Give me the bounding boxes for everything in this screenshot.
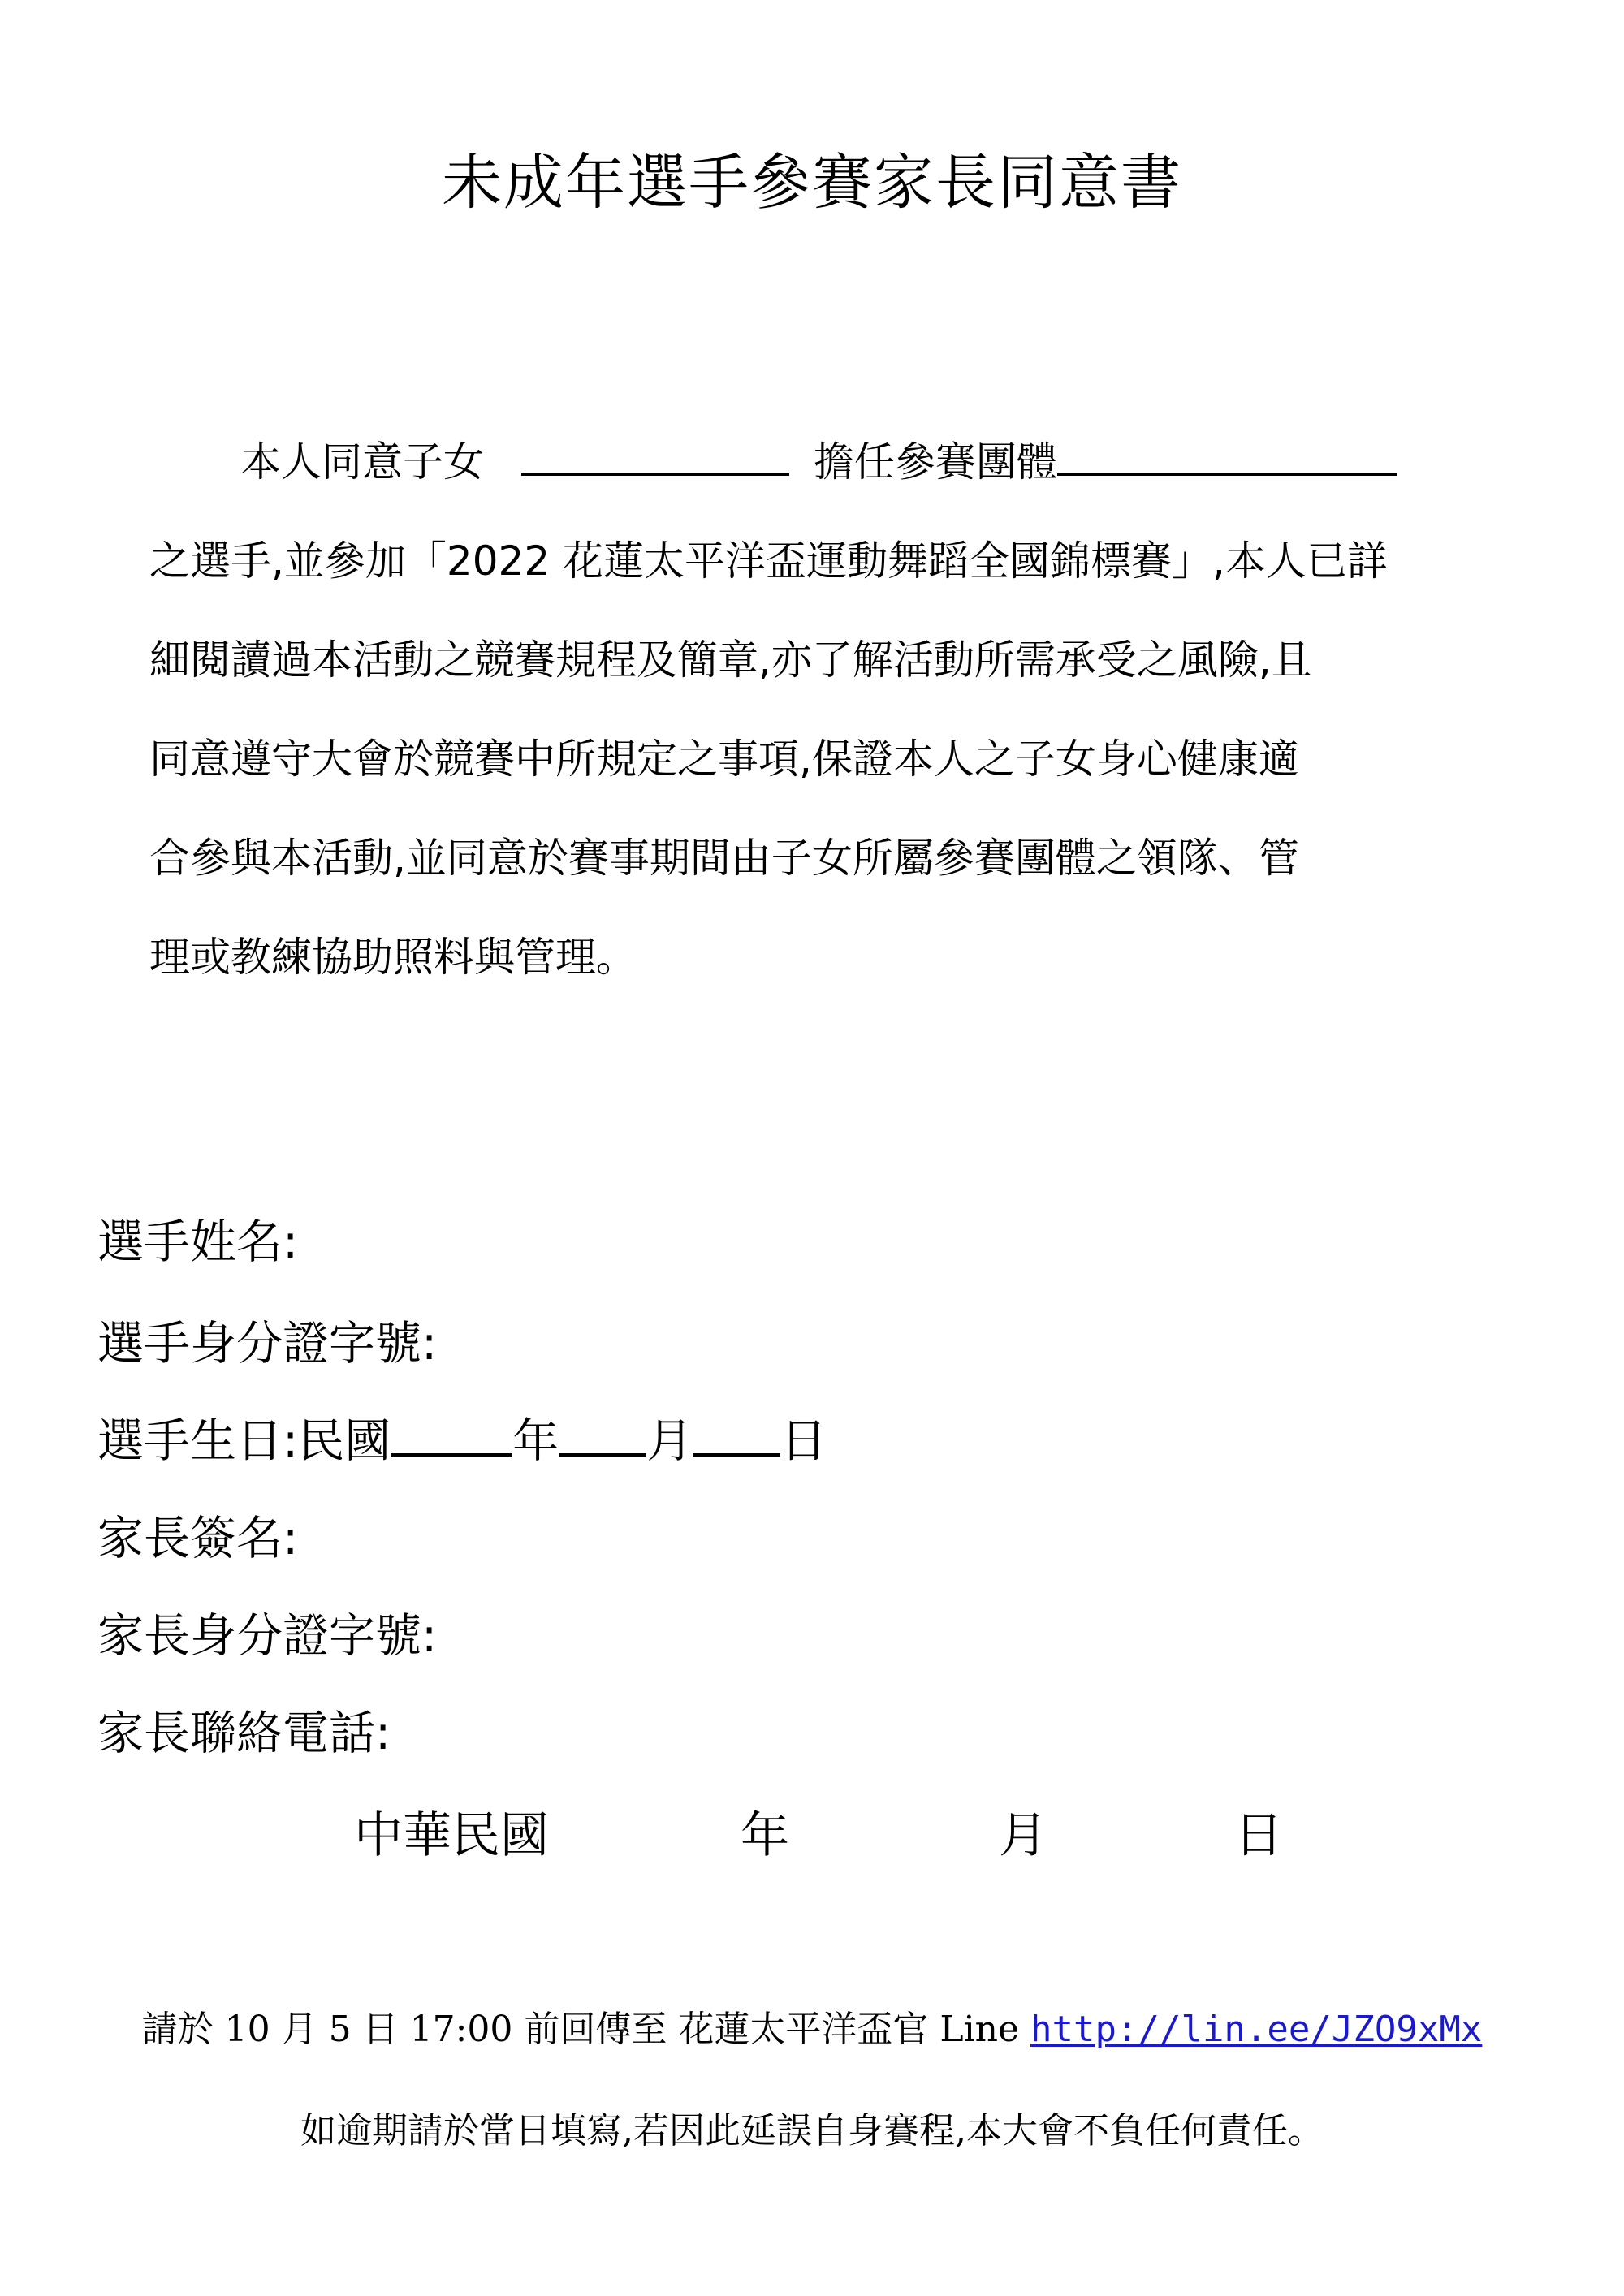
- consent-line-2: 之選手,並參加「2022 花蓮太平洋盃運動舞蹈全國錦標賽」,本人已詳: [149, 537, 1388, 585]
- consent-line-5: 合參與本活動,並同意於賽事期間由子女所屬參賽團體之領隊、管: [149, 835, 1299, 882]
- parent-signature-field[interactable]: 家長簽名:: [97, 1512, 299, 1565]
- consent-text-1a: 本人同意子女: [240, 438, 484, 486]
- line-link[interactable]: http://lin.ee/JZO9xMx: [1030, 2009, 1483, 2050]
- birth-month-label: 月: [646, 1414, 693, 1468]
- birth-year-label: 年: [512, 1414, 559, 1468]
- athlete-name-field[interactable]: 選手姓名:: [97, 1215, 299, 1269]
- team-name-blank[interactable]: [1057, 429, 1397, 476]
- child-name-blank[interactable]: [521, 429, 789, 476]
- birth-day-blank[interactable]: [693, 1411, 780, 1457]
- date-month: 月: [999, 1807, 1047, 1864]
- consent-text-1b: 擔任參賽團體: [813, 438, 1057, 486]
- birth-year-blank[interactable]: [391, 1411, 512, 1457]
- consent-line-6: 理或教練協助照料與管理。: [149, 934, 637, 981]
- consent-line-4: 同意遵守大會於競賽中所規定之事項,保證本人之子女身心健康適: [149, 736, 1299, 783]
- birth-month-blank[interactable]: [559, 1411, 646, 1457]
- consent-paragraph: [149, 412, 1497, 1007]
- consent-line-1: [149, 412, 1497, 511]
- disclaimer-note: 如逾期請於當日填寫,若因此延誤自身賽程,本大會不負任何責任。: [300, 2110, 1324, 2151]
- page-title: 未成年選手參賽家長同意書: [442, 148, 1182, 218]
- deadline-note: [0, 2001, 1624, 2058]
- consent-line-3: 細閱讀過本活動之競賽規程及簡章,亦了解活動所需承受之風險,且: [149, 637, 1312, 684]
- deadline-text: 請於 10 月 5 日 17:00 前回傳至 花蓮太平洋盃官 Line: [141, 2009, 1020, 2050]
- athlete-birthday-field: [97, 1405, 827, 1478]
- date-year: 年: [741, 1807, 789, 1864]
- parent-id-field[interactable]: 家長身分證字號:: [97, 1609, 438, 1663]
- birth-day-label: 日: [780, 1414, 827, 1468]
- parent-phone-field[interactable]: 家長聯絡電話:: [97, 1707, 391, 1760]
- athlete-id-field[interactable]: 選手身分證字號:: [97, 1317, 438, 1370]
- athlete-birthday-label: 選手生日:民國: [97, 1414, 391, 1468]
- date-day: 日: [1234, 1807, 1283, 1864]
- date-era: 中華民國: [354, 1807, 549, 1864]
